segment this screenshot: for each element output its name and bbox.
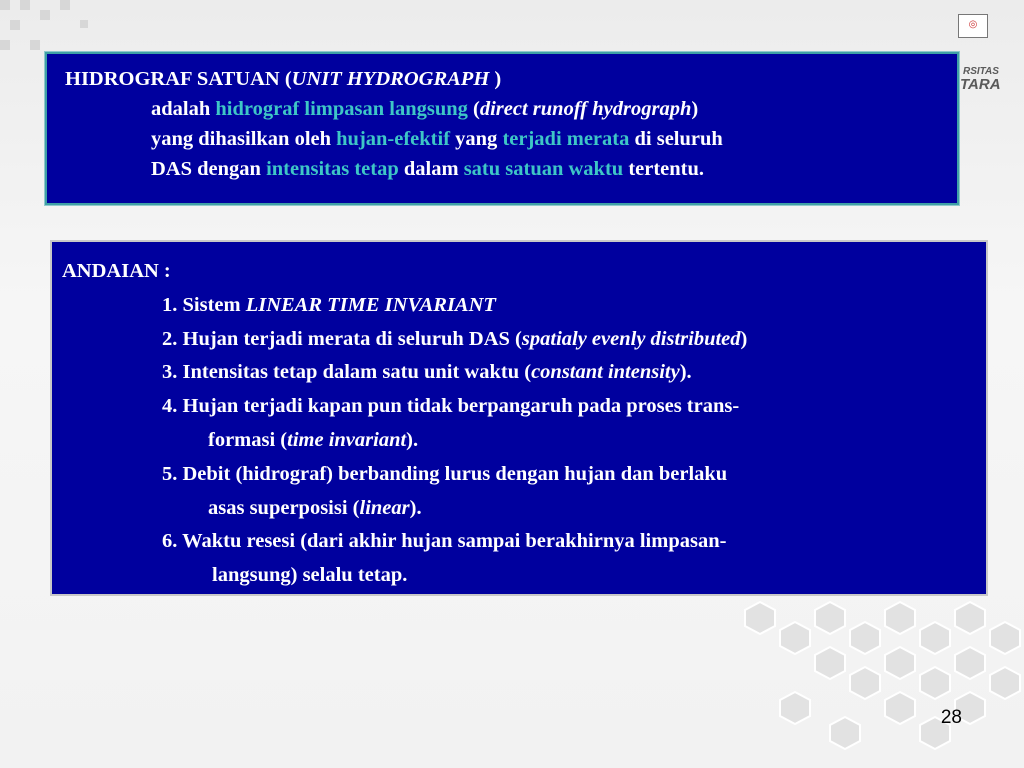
definition-box <box>45 52 959 205</box>
definition-line-3: DAS dengan intensitas tetap dalam satu satuan waktu tertentu. <box>151 158 705 180</box>
logo-text-bottom: TARA <box>960 76 1001 93</box>
assumption-item-1: 1. Sistem LINEAR TIME INVARIANT <box>162 293 496 316</box>
assumption-item-5: 5. Debit (hidrograf) berbanding lurus dengan hujan dan berlaku <box>162 462 728 485</box>
definition-title: HIDROGRAF SATUAN (UNIT HYDROGRAPH ) <box>65 68 502 90</box>
assumptions-heading: ANDAIAN : <box>62 260 171 282</box>
assumption-item-3: 3. Intensitas tetap dalam satu unit waktu (constant intensity). <box>162 361 692 384</box>
assumption-item-2: 2. Hujan terjadi merata di seluruh DAS (spatialy evenly distributed) <box>162 327 748 350</box>
logo-text-top: RSITAS <box>963 66 999 77</box>
definition-line-2: yang dihasilkan oleh hujan-efektif yang terjadi merata di seluruh <box>151 128 723 150</box>
assumption-item-5-continuation: asas superposisi (linear). <box>208 496 422 519</box>
assumption-item-4: 4. Hujan terjadi kapan pun tidak berpangaruh pada proses trans- <box>162 395 740 418</box>
university-logo-icon: ◎ <box>958 14 988 38</box>
assumption-item-4-continuation: formasi (time invariant). <box>208 428 419 451</box>
page-number: 28 <box>940 707 962 728</box>
assumption-item-6: 6. Waktu resesi (dari akhir hujan sampai berakhirnya limpasan- <box>162 530 727 553</box>
definition-line-1: adalah hidrograf limpasan langsung (direct runoff hydrograph) <box>151 98 699 120</box>
assumptions-box <box>50 240 988 596</box>
assumption-item-6-continuation: langsung) selalu tetap. <box>212 564 408 587</box>
